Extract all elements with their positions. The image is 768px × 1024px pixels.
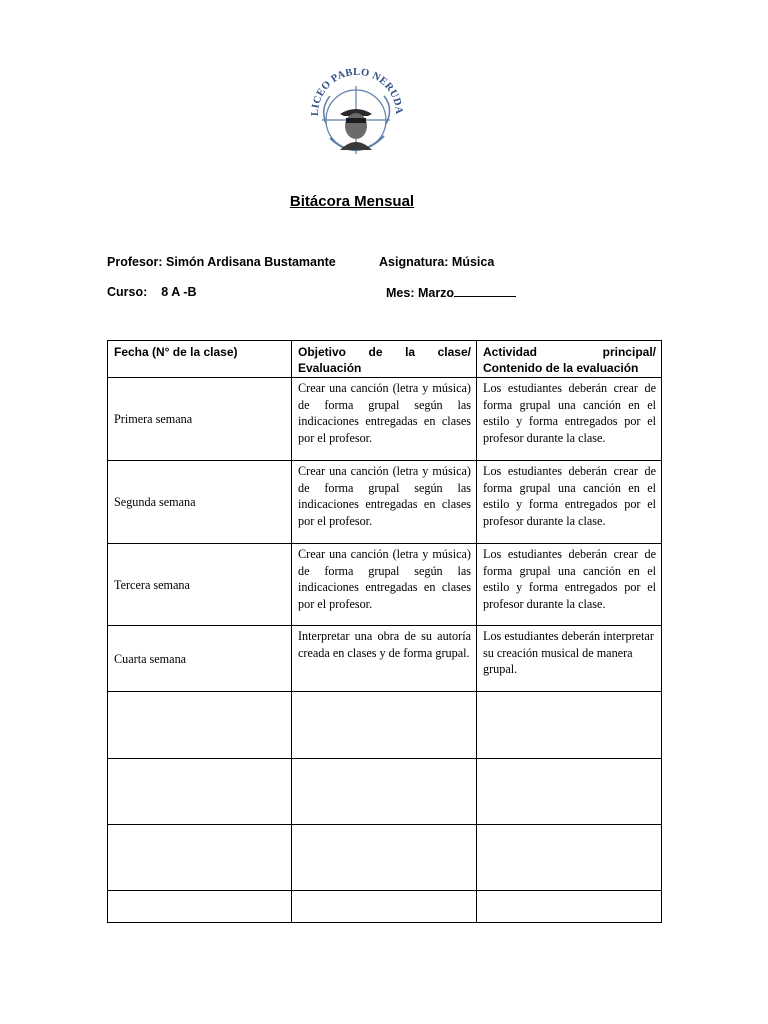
profesor-field: Profesor: Simón Ardisana Bustamante	[107, 255, 336, 269]
table-row	[108, 378, 662, 461]
curso-label: Curso:	[107, 285, 148, 299]
empty-table-row	[108, 825, 662, 891]
objetivo-cell: Crear una canción (letra y música) de forma grupal según las indicaciones entregadas en clases por el profesor.	[292, 378, 477, 461]
mes-blank-line	[454, 285, 516, 297]
objetivo-cell: Crear una canción (letra y música) de forma grupal según las indicaciones entregadas en clases por el profesor.	[292, 461, 477, 544]
empty-cell	[292, 759, 477, 825]
mes-label: Mes: Marzo	[386, 286, 455, 300]
empty-cell	[477, 825, 662, 891]
table-row	[108, 626, 662, 692]
actividad-cell: Los estudiantes deberán crear de forma grupal una canción en el estilo y forma entregados por el profesor durante la clase.	[477, 544, 662, 626]
objetivo-cell: Interpretar una obra de su autoría creada en clases y de forma grupal.	[292, 626, 477, 692]
empty-table-row	[108, 891, 662, 923]
curso-value: 8 A -B	[161, 285, 197, 299]
table-row	[108, 544, 662, 626]
column-header-fecha: Fecha (N° de la clase)	[108, 341, 292, 378]
actividad-cell: Los estudiantes deberán interpretar su creación musical de manera grupal.	[477, 626, 662, 692]
empty-table-row	[108, 692, 662, 759]
mes-field	[386, 285, 516, 300]
empty-cell	[292, 692, 477, 759]
column-header-objetivo-line2: Evaluación	[298, 361, 362, 375]
school-crest-icon	[300, 68, 412, 166]
actividad-cell: Los estudiantes deberán crear de forma grupal una canción en el estilo y forma entregados por el profesor durante la clase.	[477, 378, 662, 461]
empty-cell	[292, 825, 477, 891]
column-header-actividad-line1: Actividad principal/	[483, 345, 656, 359]
fecha-cell: Tercera semana	[108, 544, 292, 626]
curso-field	[107, 285, 196, 299]
empty-cell	[477, 759, 662, 825]
fecha-cell: Primera semana	[108, 378, 292, 461]
school-crest-logo	[300, 68, 412, 166]
fecha-cell: Segunda semana	[108, 461, 292, 544]
empty-table-row	[108, 759, 662, 825]
column-header-actividad	[477, 341, 662, 378]
empty-cell	[108, 825, 292, 891]
empty-cell	[108, 891, 292, 923]
empty-cell	[108, 759, 292, 825]
empty-cell	[108, 692, 292, 759]
column-header-actividad-line2: Contenido de la evaluación	[483, 361, 639, 375]
logo-text: LICEO PABLO NERUDA	[309, 68, 405, 117]
fecha-cell: Cuarta semana	[108, 626, 292, 692]
empty-cell	[477, 891, 662, 923]
actividad-cell: Los estudiantes deberán crear de forma grupal una canción en el estilo y forma entregados por el profesor durante la clase.	[477, 461, 662, 544]
page-title: Bitácora Mensual	[289, 193, 415, 210]
table-row	[108, 461, 662, 544]
empty-cell	[292, 891, 477, 923]
empty-cell	[477, 692, 662, 759]
monthly-log-table	[107, 340, 662, 923]
table-header-row	[108, 341, 662, 378]
asignatura-field: Asignatura: Música	[379, 255, 495, 269]
column-header-objetivo-line1: Objetivo de la clase/	[298, 345, 471, 359]
objetivo-cell: Crear una canción (letra y música) de forma grupal según las indicaciones entregadas en clases por el profesor.	[292, 544, 477, 626]
column-header-objetivo	[292, 341, 477, 378]
